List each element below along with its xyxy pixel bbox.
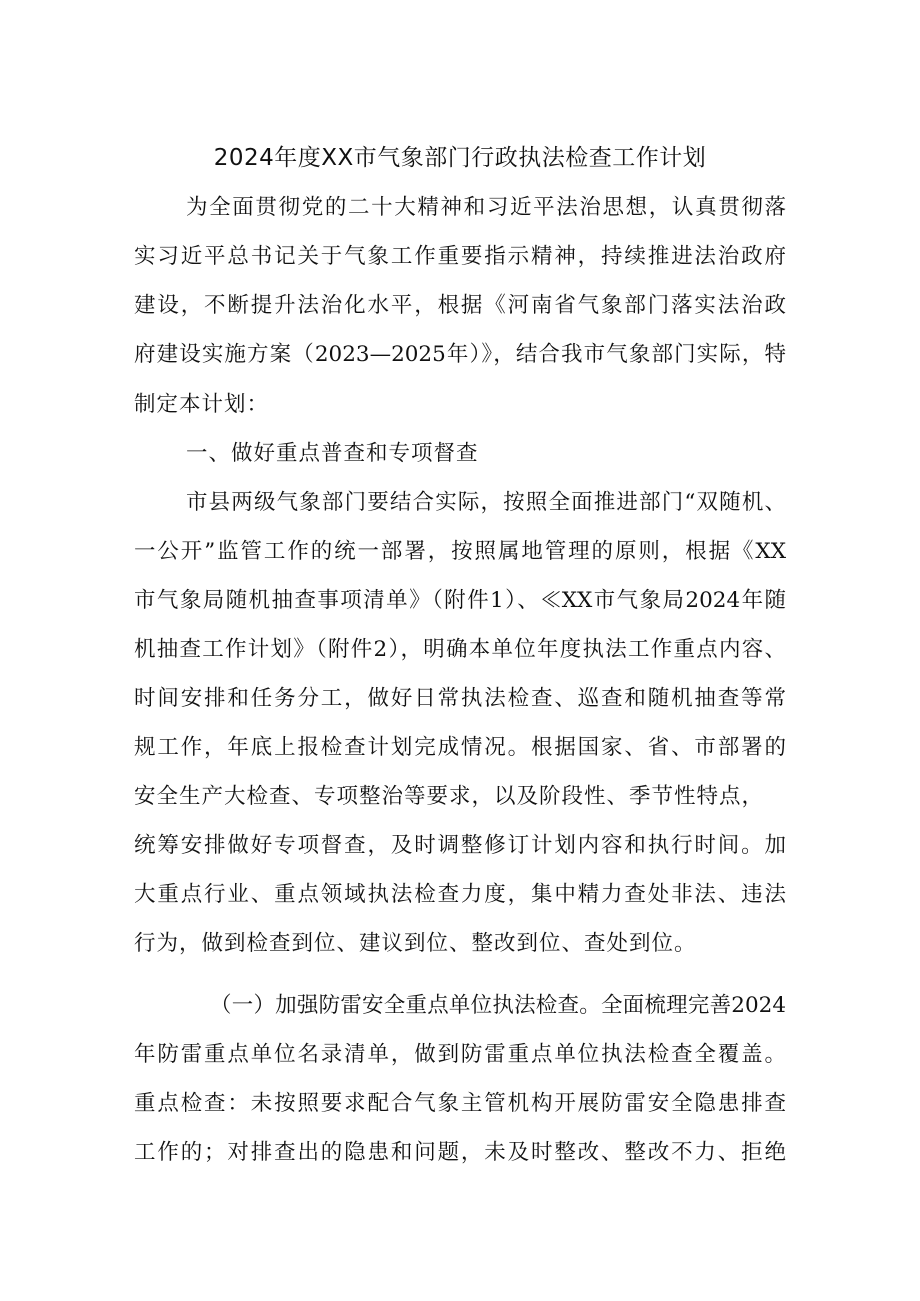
section-line: 一公开”监管工作的统一部署，按照属地管理的原则，根据《XX [134,539,786,564]
subsection-line: （一）加强防雷安全重点单位执法检查。全面梳理完善2024 [210,993,786,1018]
intro-line: 实习近平总书记关于气象工作重要指示精神，持续推进法治政府 [134,244,786,269]
intro-line: 为全面贯彻党的二十大精神和习近平法治思想，认真贯彻落 [186,195,786,220]
section-line: 安全生产大检查、专项整治等要求，以及阶段性、季节性特点， [134,784,765,809]
section-line: 大重点行业、重点领域执法检查力度，集中精力查处非法、违法 [134,882,786,907]
section-line: 规工作，年底上报检查计划完成情况。根据国家、省、市部署的 [134,735,786,760]
section-line: 市县两级气象部门要结合实际，按照全面推进部门“双随机、 [186,490,786,515]
section-line: 时间安排和任务分工，做好日常执法检查、巡查和随机抽查等常 [134,686,786,711]
intro-line: 府建设实施方案（2023—2025年）》，结合我市气象部门实际，特 [134,342,786,367]
section-line: 市气象局随机抽查事项清单》（附件1）、≪XX市气象局2024年随 [134,588,786,613]
subsection-line: 年防雷重点单位名录清单，做到防雷重点单位执法检查全覆盖。 [134,1042,786,1067]
section-line: 机抽查工作计划》（附件2），明确本单位年度执法工作重点内容、 [134,637,786,662]
section-heading: 一、做好重点普查和专项督查 [186,441,479,466]
subsection-line: 重点检查：未按照要求配合气象主管机构开展防雷安全隐患排查 [134,1091,786,1116]
section-line: 统筹安排做好专项督查，及时调整修订计划内容和执行时间。加 [134,833,786,858]
intro-line: 制定本计划： [134,392,270,417]
document-title: 2024年度XX市气象部门行政执法检查工作计划 [213,145,707,171]
section-line: 行为，做到检查到位、建议到位、整改到位、查处到位。 [134,931,697,956]
intro-line: 建设，不断提升法治化水平，根据《河南省气象部门落实法治政 [134,293,786,318]
subsection-line: 工作的；对排查出的隐患和问题，未及时整改、整改不力、拒绝 [134,1140,786,1165]
